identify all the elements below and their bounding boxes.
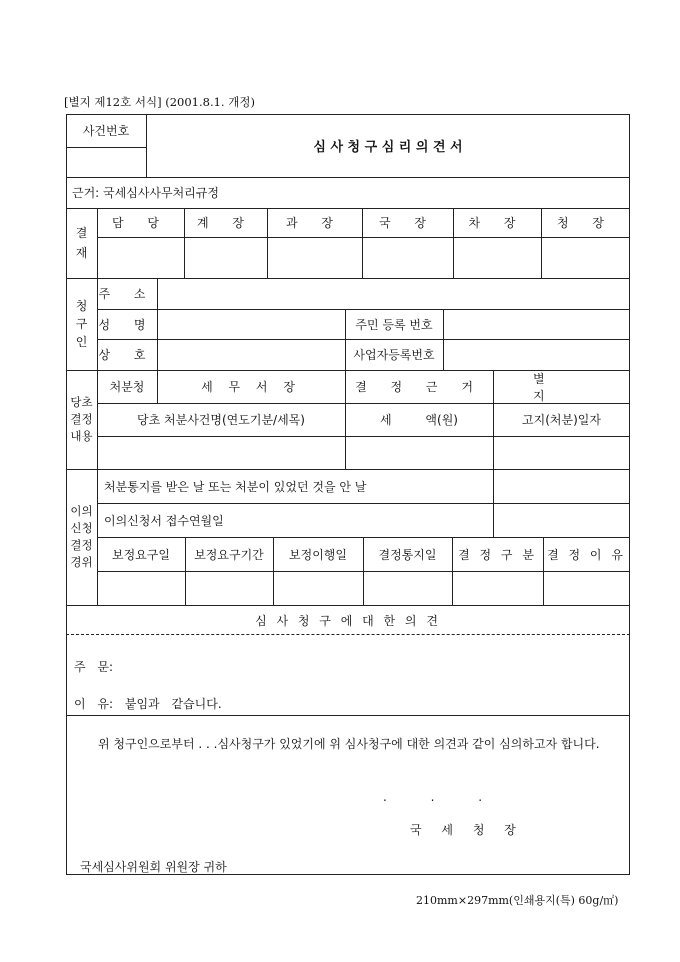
signer: 국 세 청 장 bbox=[410, 823, 516, 837]
case-number-label: 사건번호 bbox=[82, 124, 130, 138]
approval-col-4: 국 장 bbox=[379, 216, 436, 230]
decision-basis-label: 결 정 근 거 bbox=[355, 380, 483, 394]
approval-col-1: 담 당 bbox=[112, 216, 169, 230]
original-decision-label: 당초 결정 내용 bbox=[70, 395, 93, 443]
objection-col-1: 보정요구일 bbox=[112, 547, 170, 562]
approval-label: 결 재 bbox=[75, 226, 88, 260]
addressee: 국세심사위원회 위원장 귀하 bbox=[80, 860, 227, 874]
agency-value: 세 무 서 장 bbox=[201, 380, 301, 394]
statement-text: 위 청구인으로부터 . . .심사청구가 있었기에 위 심사청구에 대한 의견과 같이 심의하고자 합니다. bbox=[98, 737, 600, 751]
order-label: 주 문: bbox=[74, 660, 114, 674]
reason-text: 이 유: 붙임과 같습니다. bbox=[74, 697, 222, 711]
form-reference: [별지 제12호 서식] (2001.8.1. 개정) bbox=[64, 95, 255, 109]
name-label: 성 명 bbox=[98, 317, 156, 332]
objection-col-2: 보정요구기간 bbox=[194, 547, 264, 562]
address-label: 주 소 bbox=[98, 287, 156, 301]
agency-label: 처분청 bbox=[109, 380, 145, 394]
objection-received-label: 이의신청서 접수연월일 bbox=[104, 514, 224, 528]
case-number-field[interactable] bbox=[66, 147, 146, 177]
resident-number-label: 주민 등록 번호 bbox=[355, 317, 433, 332]
objection-col-4: 결정통지일 bbox=[378, 547, 437, 562]
form-title: 심 사 청 구 심 리 의 견 서 bbox=[313, 140, 463, 155]
objection-label: 이의 신청 결정 경위 bbox=[70, 504, 93, 569]
date-placeholder[interactable]: . . . bbox=[383, 790, 483, 804]
notice-date-label: 고지(처분)일자 bbox=[522, 413, 601, 427]
notice-received-label: 처분통지를 받은 날 또는 처분이 있었던 것을 안 날 bbox=[104, 480, 367, 494]
objection-col-6: 결 정 이 유 bbox=[547, 547, 626, 562]
claimant-label: 청 구 인 bbox=[75, 299, 88, 349]
objection-col-3: 보정이행일 bbox=[289, 547, 347, 562]
trade-name-label: 상 호 bbox=[98, 348, 156, 362]
approval-col-6: 청 장 bbox=[557, 216, 614, 230]
paper-spec: 210mm×297mm(인쇄용지(특) 60g/㎡) bbox=[416, 894, 619, 907]
approval-col-2: 계 장 bbox=[197, 216, 254, 230]
tax-amount-label: 세 액(원) bbox=[380, 413, 458, 427]
objection-col-5: 결 정 구 분 bbox=[458, 547, 537, 562]
case-name-label: 당초 처분사건명(연도기분/세목) bbox=[137, 413, 305, 427]
opinion-header: 심 사 청 구 에 대 한 의 견 bbox=[255, 613, 441, 628]
basis-text: 근거: 국세심사사무처리규정 bbox=[72, 186, 219, 200]
business-number-label: 사업자등록번호 bbox=[353, 348, 435, 362]
approval-col-3: 과 장 bbox=[286, 216, 343, 230]
approval-col-5: 차 장 bbox=[468, 216, 526, 230]
dashed-divider bbox=[66, 634, 630, 635]
attached-label: 별 지 bbox=[533, 371, 585, 403]
